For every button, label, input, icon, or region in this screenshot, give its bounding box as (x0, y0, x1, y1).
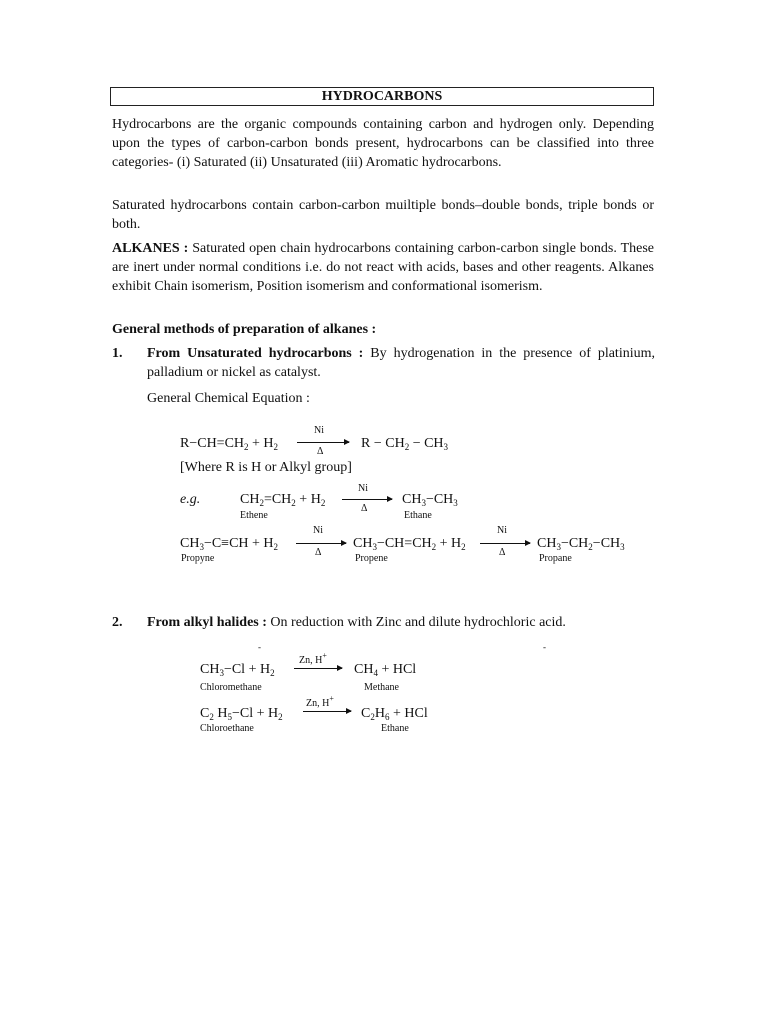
stray-mark: - (258, 642, 261, 652)
reaction-arrow (480, 543, 530, 544)
reagent-label: Zn, H+ (306, 694, 334, 709)
catalyst-label: Ni (358, 483, 368, 494)
propyne-eq: $CH_3-C\equiv CH + H_2$ (180, 536, 279, 552)
heat-label: Δ (317, 446, 324, 457)
chloroethane-label: Chloroethane (200, 723, 254, 734)
ethane-label: Ethane (404, 510, 432, 521)
eg-label: e.g. (180, 492, 201, 507)
methane-eq: $CH_4$ + HCl (354, 662, 417, 678)
heat-label: Δ (315, 547, 322, 558)
item-2-number: 2. (112, 615, 123, 630)
reagent-label: Zn, H+ (299, 651, 327, 666)
reagent-text: Zn, H (299, 655, 323, 666)
reaction-arrow (342, 499, 392, 500)
propene-eq: $CH_3-CH=CH_2 + H_2$ (353, 536, 466, 552)
methods-heading: General methods of preparation of alkanes : (112, 322, 377, 337)
heat-label: Δ (361, 503, 368, 514)
item-1-title: From Unsaturated hydrocarbons : (147, 346, 364, 361)
catalyst-label: Ni (497, 525, 507, 536)
chloromethane-label: Chloromethane (200, 682, 262, 693)
reaction-arrow (303, 711, 351, 712)
ethane-product-eq: $C_2H_6$ + HCl (361, 706, 428, 722)
reagent-text: Zn, H (306, 698, 330, 709)
general-equation-label: General Chemical Equation : (147, 391, 310, 406)
stray-mark: - (543, 642, 546, 652)
saturated-paragraph: Saturated hydrocarbons contain carbon-carbon muiltiple bonds–double bonds, triple bonds or both. (112, 198, 654, 232)
catalyst-label: Ni (314, 425, 324, 436)
alkanes-paragraph (112, 239, 654, 296)
propyne-label: Propyne (181, 553, 215, 564)
ethane-eq: $CH_3-CH_3$ (402, 492, 458, 508)
alkanes-text: Saturated open chain hydrocarbons containing carbon-carbon single bonds. These are inert under normal conditions i.e. do not react with acids, bases and other reagents. Alkanes exhibit Chain isomerism, Position isomerism and conformational isomerism. (112, 241, 654, 294)
chloroethane-eq: $C_2$ $H_5-Cl + H_2$ (200, 706, 283, 722)
reaction-arrow (297, 442, 349, 443)
methane-label: Methane (364, 682, 399, 693)
item-2-title: From alkyl halides : (147, 615, 267, 630)
propane-label: Propane (539, 553, 572, 564)
reaction-arrow (296, 543, 346, 544)
heat-label: Δ (499, 547, 506, 558)
propene-label: Propene (355, 553, 388, 564)
item-2-text (147, 613, 655, 632)
general-reactants: $R-CH=CH_2 + H_2$ (180, 436, 279, 452)
ethane-product-label: Ethane (381, 723, 409, 734)
propane-eq: $CH_3-CH_2-CH_3$ (537, 536, 625, 552)
alkanes-label: ALKANES : (112, 241, 189, 256)
catalyst-label: Ni (313, 525, 323, 536)
ethene-eq: $CH_2=CH_2 + H_2$ (240, 492, 326, 508)
general-product: $R - CH_2 - CH_3$ (361, 436, 449, 452)
chloromethane-eq: $CH_3-Cl + H_2$ (200, 662, 275, 678)
reaction-arrow (294, 668, 342, 669)
page-title: HYDROCARBONS (110, 87, 654, 106)
where-note: [Where R is H or Alkyl group] (180, 460, 352, 475)
intro-paragraph: Hydrocarbons are the organic compounds containing carbon and hydrogen only. Depending upon the types of carbon-carbon bonds present, hydrocarbons can be classified into three categories- (i) Saturated (ii) Unsaturated (iii) Aromatic hydrocarbons. (112, 117, 654, 170)
ethene-label: Ethene (240, 510, 268, 521)
item-2-body: On reduction with Zinc and dilute hydrochloric acid. (266, 615, 566, 630)
item-1-body: By hydrogenation in the presence of platinium, palladium or nickel as catalyst. (147, 346, 655, 380)
item-1-text (147, 344, 655, 382)
item-1-number: 1. (112, 346, 123, 361)
